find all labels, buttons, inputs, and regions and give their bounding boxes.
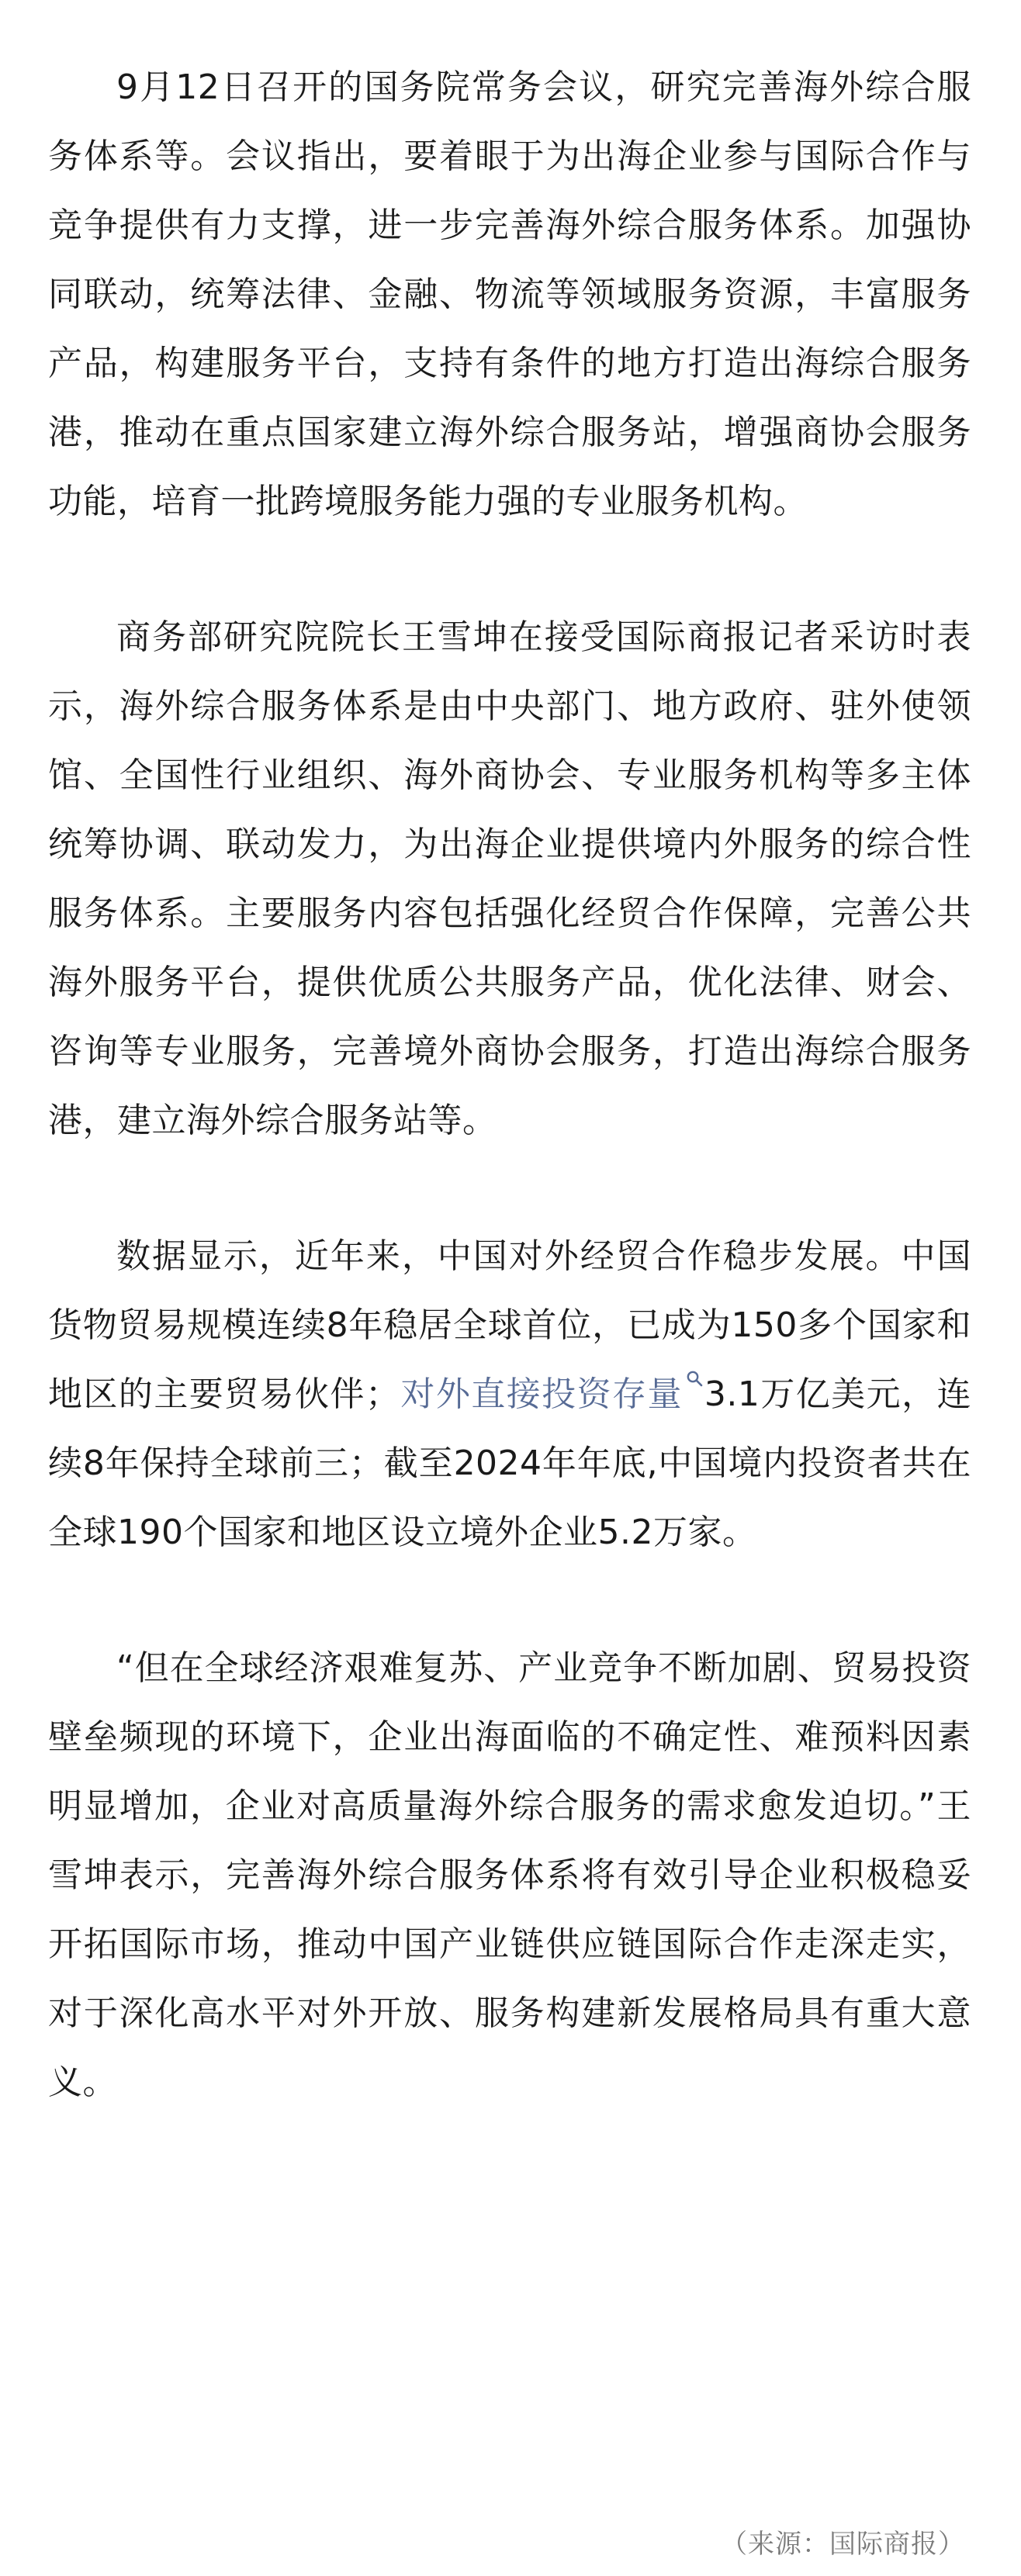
paragraph-1: 9月12日召开的国务院常务会议，研究完善海外综合服务体系等。会议指出，要着眼于为出海企业参与国际合作与竞争提供有力支撑，进一步完善海外综合服务体系。加强协同联动，统筹法律、金融、物流等领域服务资源，丰富服务产品，构建服务平台，支持有条件的地方打造出海综合服务港，推动在重点国家建立海外综合服务站，增强商协会服务功能，培育一批跨境服务能力强的专业服务机构。 bbox=[48, 67, 971, 521]
keyword-search-link[interactable] bbox=[400, 1374, 704, 1414]
paragraph-3-text-before: 数据显示，近年来，中国对外经贸合作稳步发展。中国货物贸易规模连续8年稳居全球首位，已成为150多个国家和地区的主要贸易伙伴； bbox=[48, 1236, 971, 1414]
paragraph-4: “但在全球经济艰难复苏、产业竞争不断加剧、贸易投资壁垒频现的环境下，企业出海面临的不确定性、难预料因素明显增加，企业对高质量海外综合服务的需求愈发迫切。”王雪坤表示，完善海外综合服务体系将有效引导企业积极稳妥开拓国际市场，推动中国产业链供应链国际合作走深走实，对于深化高水平对外开放、服务构建新发展格局具有重大意义。 bbox=[48, 1648, 971, 2102]
search-icon bbox=[686, 1370, 703, 1387]
article-body bbox=[48, 53, 971, 2117]
paragraph-3 bbox=[48, 1222, 971, 1567]
keyword-search-link-label: 对外直接投资存量 bbox=[400, 1374, 683, 1414]
paragraph-2: 商务部研究院院长王雪坤在接受国际商报记者采访时表示，海外综合服务体系是由中央部门、地方政府、驻外使领馆、全国性行业组织、海外商协会、专业服务机构等多主体统筹协调、联动发力，为出海企业提供境内外服务的综合性服务体系。主要服务内容包括强化经贸合作保障，完善公共海外服务平台，提供优质公共服务产品，优化法律、财会、咨询等专业服务，完善境外商协会服务，打造出海综合服务港，建立海外综合服务站等。 bbox=[48, 617, 971, 1140]
paragraph-3-text-after: 3.1万亿美元，连续8年保持全球前三；截至2024年年底,中国境内投资者共在全球190个国家和地区设立境外企业5.2万家。 bbox=[48, 1374, 972, 1552]
source-attribution: （来源：国际商报） bbox=[721, 2529, 965, 2560]
